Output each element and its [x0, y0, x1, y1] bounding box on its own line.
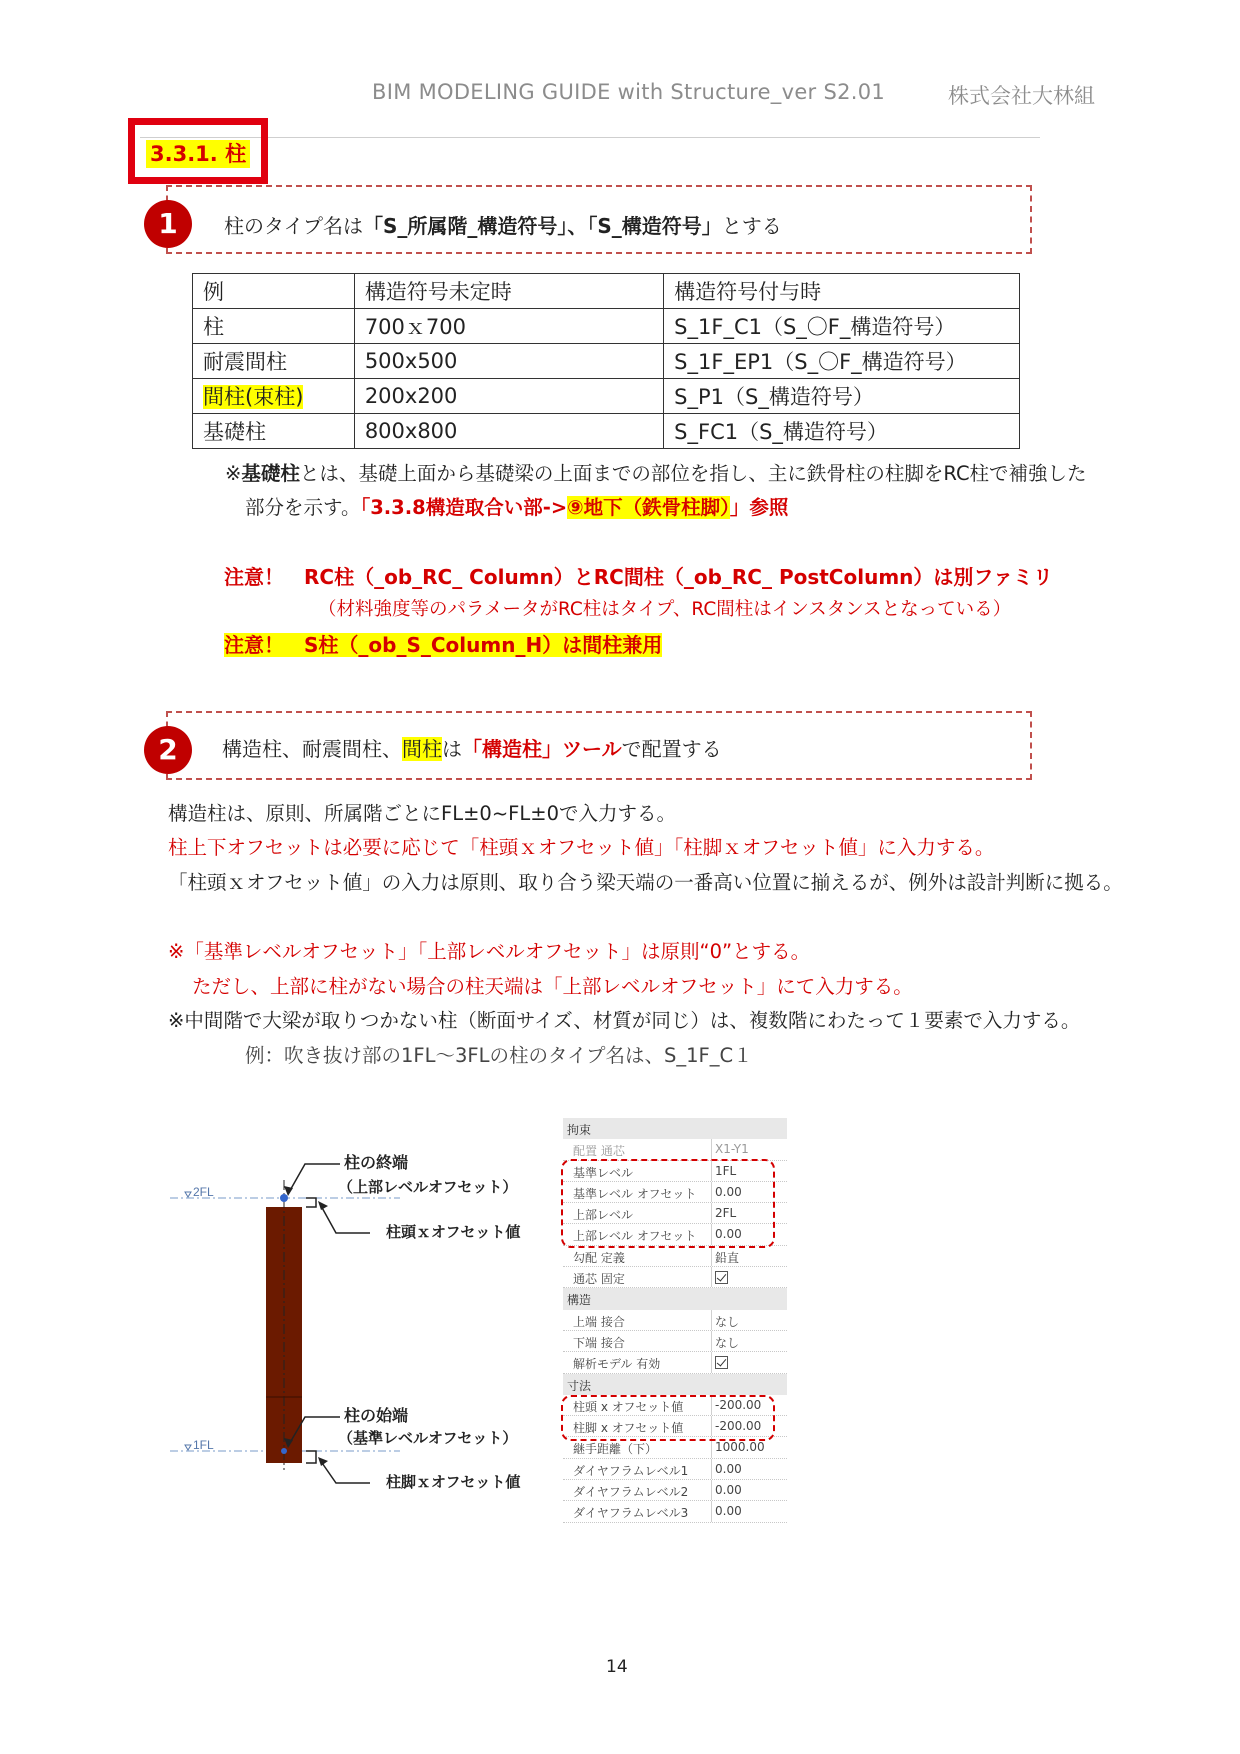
table-cell: 柱 — [193, 309, 355, 344]
table-header-cell: 例 — [193, 274, 355, 309]
property-value: 0.00 — [715, 1184, 742, 1199]
property-key: ダイヤフラムレベル2 — [573, 1485, 689, 1500]
body-paragraph: ただし、上部に柱がない場合の柱天端は「上部レベルオフセット」にて入力する。 — [192, 975, 913, 998]
table-header-cell: 構造符号付与時 — [664, 274, 1020, 309]
property-key: 配置 通芯 — [573, 1144, 625, 1159]
caution-family-sub: （材料強度等のパラメータがRC柱はタイプ、RC間柱はインスタンスとなっている） — [318, 599, 1012, 620]
table-row — [193, 414, 1020, 449]
table-cell: S_FC1（S_構造符号） — [664, 414, 1020, 449]
step2-text-e: で配置する — [621, 737, 722, 761]
level-marker-1fl — [185, 1445, 191, 1450]
property-row[interactable] — [563, 1459, 787, 1480]
property-key: 上部レベル — [573, 1208, 634, 1223]
label-column-start-sub: （基準レベルオフセット） — [338, 1429, 518, 1447]
property-group-header: 寸法 — [563, 1374, 787, 1395]
property-key: 柱頭 x オフセット値 — [573, 1399, 684, 1414]
step1-text-a: 柱のタイプ名は — [224, 214, 363, 238]
property-group-header: 構造 — [563, 1288, 787, 1309]
property-value: X1-Y1 — [715, 1142, 749, 1157]
caution-family: 注意！ RC柱（_ob_RC_ Column）とRC間柱（_ob_RC_ PostColumn）は別ファミリ — [224, 565, 1053, 589]
leader-top-offset — [320, 1204, 370, 1233]
table-cell: S_1F_EP1（S_〇F_構造符号） — [664, 344, 1020, 379]
body-example: 例：吹き抜け部の1FL～3FLの柱のタイプ名は、S_1F_C１ — [245, 1044, 753, 1067]
property-group-header: 拘束 — [563, 1118, 787, 1139]
step2-text-c: は — [442, 737, 462, 761]
step2-text — [222, 733, 722, 762]
caution-post-column — [224, 633, 662, 657]
table-cell: S_1F_C1（S_〇F_構造符号） — [664, 309, 1020, 344]
level-marker-2fl — [185, 1192, 191, 1197]
property-key: 下端 接合 — [573, 1335, 625, 1350]
checkbox-checked-icon[interactable] — [715, 1271, 728, 1284]
property-value: 0.00 — [715, 1461, 742, 1476]
bracket-top-offset — [306, 1198, 316, 1207]
property-key: 基準レベル — [573, 1165, 634, 1180]
table-row — [193, 379, 1020, 414]
property-key: 継手距離（下） — [573, 1442, 658, 1457]
section-number: 3.3.1. — [150, 142, 218, 166]
page-number: 14 — [606, 1657, 628, 1677]
column-body — [266, 1207, 302, 1463]
body-paragraph: 「柱頭ｘオフセット値」の入力は原則、取り合う梁天端の一番高い位置に揃えるが、例外は設計判断に拠る。 — [168, 871, 1123, 894]
section-title: 柱 — [225, 142, 247, 166]
property-key: 柱脚 x オフセット値 — [573, 1421, 684, 1436]
label-bottom-offset: 柱脚ｘオフセット値 — [386, 1473, 521, 1490]
table-cell: 耐震間柱 — [193, 344, 355, 379]
body-paragraph: ※「基準レベルオフセット」「上部レベルオフセット」は原則“0”とする。 — [168, 940, 811, 963]
property-key: 解析モデル 有効 — [573, 1357, 661, 1372]
property-key: 上部レベル オフセット — [573, 1229, 697, 1244]
property-value: 1000.00 — [715, 1440, 765, 1455]
table-row — [193, 309, 1020, 344]
table-cell: 700ｘ700 — [354, 309, 663, 344]
property-value: 0.00 — [715, 1227, 742, 1242]
table-header-cell: 構造符号未定時 — [354, 274, 663, 309]
property-row[interactable] — [563, 1501, 787, 1522]
column-end-point — [280, 1194, 288, 1202]
section-heading — [146, 140, 250, 168]
label-column-end-title: 柱の終端 — [344, 1153, 409, 1172]
checkbox-checked-icon[interactable] — [715, 1356, 728, 1369]
label-column-end-sub: （上部レベルオフセット） — [338, 1178, 518, 1196]
property-value: 鉛直 — [715, 1250, 740, 1265]
table-cell: 800x800 — [354, 414, 663, 449]
label-top-offset: 柱頭ｘオフセット値 — [386, 1223, 521, 1241]
property-value: なし — [715, 1314, 740, 1329]
step1-text-b: 「S_所属階_構造符号」、「S_構造符号」 — [363, 214, 722, 238]
property-key: 通芯 固定 — [573, 1272, 625, 1287]
highlight-level-offsets — [561, 1159, 775, 1248]
table-row — [193, 344, 1020, 379]
step2-text-a: 構造柱、耐震間柱、 — [222, 737, 402, 761]
property-row[interactable] — [563, 1267, 787, 1288]
table-cell: S_P1（S_構造符号） — [664, 379, 1020, 414]
leader-bottom-offset — [320, 1460, 370, 1483]
note-term: 基礎柱 — [241, 462, 300, 485]
note-reference: 「3.3.8構造取合い部-> — [360, 496, 568, 519]
level-label-1fl: 1FL — [193, 1438, 214, 1452]
table-cell: 500x500 — [354, 344, 663, 379]
property-row[interactable] — [563, 1352, 787, 1373]
step1-number-badge: 1 — [144, 200, 192, 248]
highlight-x-offsets — [561, 1395, 775, 1441]
property-key: ダイヤフラムレベル3 — [573, 1506, 689, 1521]
column-start-point — [281, 1448, 287, 1454]
note-mark: ※ — [225, 462, 242, 485]
property-key: 基準レベル オフセット — [573, 1186, 697, 1201]
table-cell — [193, 379, 355, 414]
property-value: 2FL — [715, 1206, 737, 1221]
caution-post-column-text: 注意！ S柱（_ob_S_Column_H）は間柱兼用 — [224, 633, 663, 657]
header-title: BIM MODELING GUIDE with Structure_ver S2.01 — [372, 80, 886, 104]
bracket-bottom-offset — [306, 1451, 316, 1463]
leader-top-offset-arrow — [318, 1201, 328, 1210]
header-company: 株式会社大林組 — [948, 84, 1095, 108]
table-cell: 200x200 — [354, 379, 663, 414]
type-name-table — [192, 273, 1020, 449]
table-cell: 基礎柱 — [193, 414, 355, 449]
leader-end — [288, 1164, 340, 1194]
note-reference-end: 」参照 — [729, 496, 789, 519]
property-value: なし — [715, 1335, 740, 1350]
property-row[interactable] — [563, 1331, 787, 1352]
property-row[interactable] — [563, 1310, 787, 1331]
body-paragraph: 構造柱は、原則、所属階ごとにFL±0~FL±0で入力する。 — [168, 802, 676, 825]
note-text: 部分を示す。 — [245, 496, 361, 519]
note-text: とは、基礎上面から基礎梁の上面までの部位を指し、主に鉄骨柱の柱脚をRC柱で補強した — [299, 462, 1087, 485]
step1-text-c: とする — [721, 214, 782, 238]
property-row[interactable] — [563, 1246, 787, 1267]
step2-text-b: 間柱 — [402, 737, 442, 761]
property-value: 1FL — [715, 1163, 737, 1178]
foundation-note-line1 — [225, 462, 1087, 486]
step2-number-badge: 2 — [144, 726, 192, 774]
foundation-note-line2 — [245, 496, 788, 520]
property-key: ダイヤフラムレベル1 — [573, 1463, 689, 1478]
body-paragraph: ※中間階で大梁が取りつかない柱（断面サイズ、材質が同じ）は、複数階にわたって１要素で入力する。 — [168, 1009, 1081, 1032]
property-value: -200.00 — [715, 1419, 762, 1434]
label-column-start-title: 柱の始端 — [344, 1406, 409, 1425]
table-header-row — [193, 274, 1020, 309]
step2-tool-name: 「構造柱」ツール — [462, 737, 622, 761]
property-key: 勾配 定義 — [573, 1250, 625, 1265]
note-reference-highlight: ⑨地下（鉄骨柱脚） — [567, 496, 730, 519]
level-label-2fl: 2FL — [193, 1185, 214, 1199]
property-value: -200.00 — [715, 1397, 762, 1412]
property-row[interactable] — [563, 1139, 787, 1160]
property-row[interactable] — [563, 1480, 787, 1501]
step1-text — [224, 210, 782, 239]
body-paragraph: 柱上下オフセットは必要に応じて「柱頭ｘオフセット値」「柱脚ｘオフセット値」に入力する。 — [168, 836, 995, 859]
header-divider — [140, 137, 1040, 138]
property-key: 上端 接合 — [573, 1314, 625, 1329]
highlighted-cell-text: 間柱(束柱) — [203, 385, 304, 409]
property-value: 0.00 — [715, 1504, 742, 1519]
property-value: 0.00 — [715, 1483, 742, 1498]
